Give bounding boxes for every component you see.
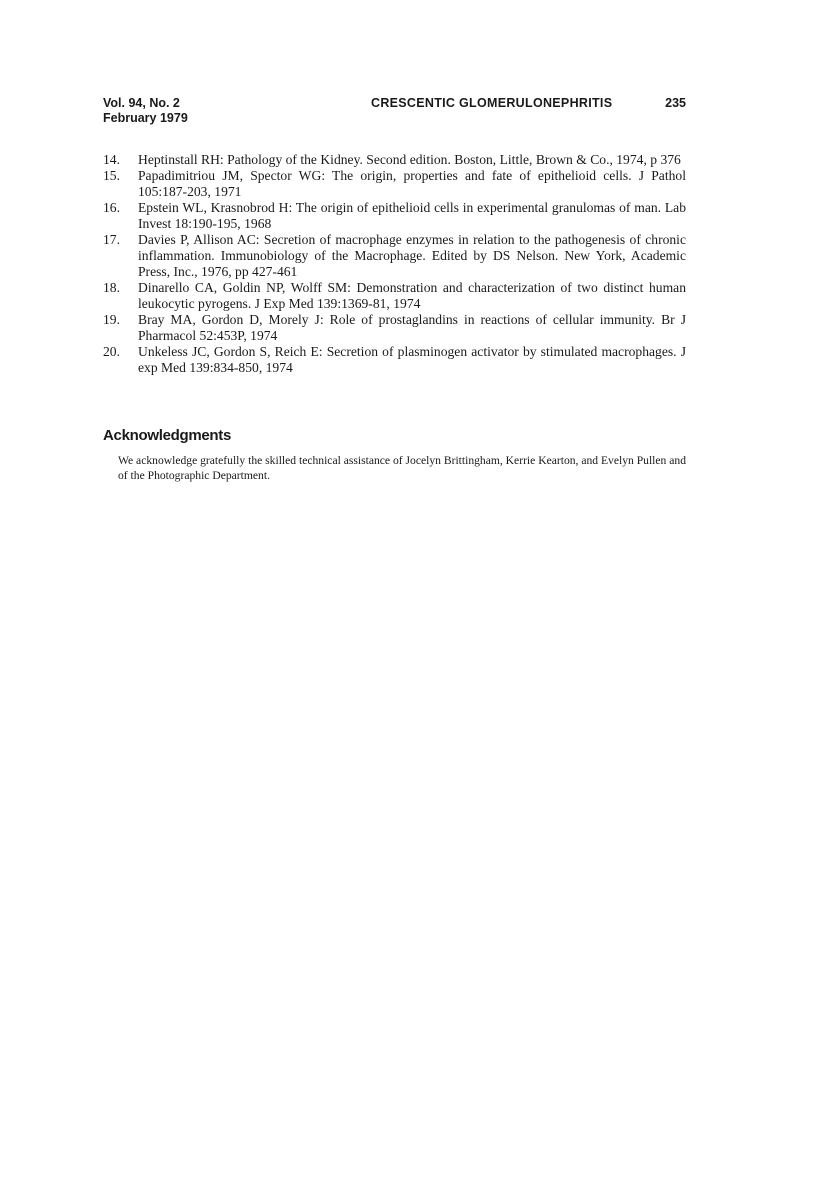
- reference-item: [103, 200, 686, 232]
- reference-text: Dinarello CA, Goldin NP, Wolff SM: Demonstration and characterization of two distinct human leukocytic pyrogens. J Exp Med 139:1369-81, 1974: [138, 280, 686, 311]
- reference-item: [103, 280, 686, 312]
- reference-item: [103, 312, 686, 344]
- reference-number: 20.: [103, 344, 120, 359]
- journal-issue: [103, 96, 188, 126]
- volume-number: Vol. 94, No. 2: [103, 96, 180, 110]
- reference-item: [103, 152, 686, 168]
- reference-text: Epstein WL, Krasnobrod H: The origin of epithelioid cells in experimental granulomas of man. Lab Invest 18:190-195, 1968: [138, 200, 686, 231]
- reference-number: 16.: [103, 200, 120, 215]
- running-title: CRESCENTIC GLOMERULONEPHRITIS: [371, 96, 613, 110]
- reference-text: Bray MA, Gordon D, Morely J: Role of prostaglandins in reactions of cellular immunity. Br J Pharmacol 52:453P, 1974: [138, 312, 686, 343]
- reference-text: Davies P, Allison AC: Secretion of macrophage enzymes in relation to the pathogenesis of chronic inflammation. Immunobiology of the Macrophage. Edited by DS Nelson. New York, Academic Press, Inc., 1976, pp 427-461: [138, 232, 686, 279]
- reference-number: 18.: [103, 280, 120, 295]
- reference-number: 15.: [103, 168, 120, 183]
- acknowledgments-heading: Acknowledgments: [103, 427, 232, 444]
- reference-number: 17.: [103, 232, 120, 247]
- reference-number: 19.: [103, 312, 120, 327]
- reference-number: 14.: [103, 152, 120, 167]
- reference-text: Papadimitriou JM, Spector WG: The origin, properties and fate of epithelioid cells. J Pathol 105:187-203, 1971: [138, 168, 686, 199]
- reference-text: Heptinstall RH: Pathology of the Kidney. Second edition. Boston, Little, Brown & Co., 1974, p 376: [138, 152, 681, 167]
- acknowledgments-text: We acknowledge gratefully the skilled technical assistance of Jocelyn Brittingham, Kerrie Kearton, and Evelyn Pullen and of the Photographic Department.: [118, 454, 686, 482]
- reference-item: [103, 232, 686, 280]
- reference-item: [103, 344, 686, 376]
- running-header: [103, 96, 686, 130]
- reference-item: [103, 168, 686, 200]
- reference-text: Unkeless JC, Gordon S, Reich E: Secretion of plasminogen activator by stimulated macrophages. J exp Med 139:834-850, 1974: [138, 344, 686, 375]
- reference-list: [103, 152, 686, 376]
- page-number: 235: [665, 96, 686, 110]
- issue-date: February 1979: [103, 111, 188, 125]
